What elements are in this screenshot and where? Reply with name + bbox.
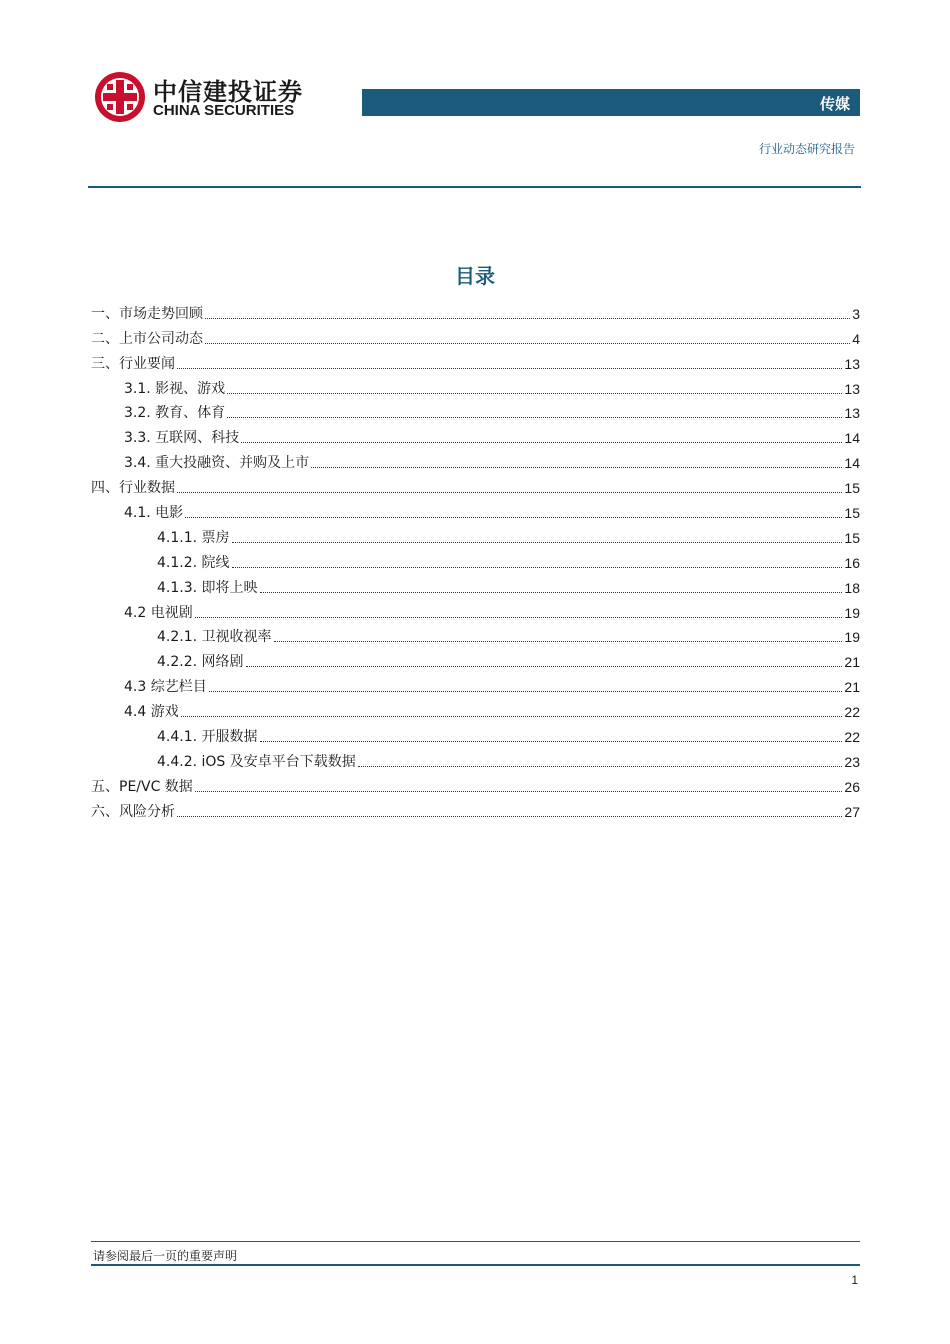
- toc-entry-page: 13: [844, 355, 860, 372]
- company-logo: [93, 70, 323, 126]
- toc-leader-dots: [185, 516, 842, 518]
- toc-entry-label: 4.2.1. 卫视收视率: [157, 629, 272, 646]
- toc-leader-dots: [227, 392, 842, 394]
- toc-entry[interactable]: [91, 373, 860, 398]
- toc-leader-dots: [241, 441, 842, 443]
- toc-entry-page: 21: [844, 654, 860, 671]
- toc-entry-label: 一、市场走势回顾: [91, 305, 203, 322]
- toc-entry-page: 19: [844, 629, 860, 646]
- toc-entry-label: 4.2 电视剧: [124, 604, 193, 621]
- toc-entry[interactable]: [91, 696, 860, 721]
- toc-leader-dots: [195, 616, 843, 618]
- toc-entry-label: 4.1.3. 即将上映: [157, 579, 258, 596]
- toc-entry[interactable]: [91, 298, 860, 323]
- toc-entry-page: 14: [844, 455, 860, 472]
- toc-entry-page: 15: [844, 529, 860, 546]
- toc-entry-page: 13: [844, 380, 860, 397]
- footer-divider-bottom: [91, 1264, 860, 1266]
- page-number: 1: [851, 1273, 858, 1287]
- toc-leader-dots: [260, 740, 843, 742]
- toc-leader-dots: [227, 416, 842, 418]
- toc-leader-dots: [311, 466, 842, 468]
- toc-entry[interactable]: [91, 771, 860, 796]
- footer-disclaimer-note: 请参阅最后一页的重要声明: [93, 1249, 238, 1263]
- toc-leader-dots: [260, 591, 843, 593]
- toc-entry-label: 3.1. 影视、游戏: [124, 380, 226, 397]
- citic-logo-icon: [93, 70, 147, 124]
- toc-leader-dots: [232, 541, 843, 543]
- sector-label: 传媒: [819, 95, 850, 113]
- toc-entry[interactable]: [91, 497, 860, 522]
- toc-entry[interactable]: [91, 422, 860, 447]
- toc-leader-dots: [205, 317, 850, 319]
- toc-entry-page: 22: [844, 729, 860, 746]
- toc-entry-label: 4.4.1. 开服数据: [157, 729, 258, 746]
- toc-entry[interactable]: [91, 398, 860, 423]
- toc-entry-label: 三、行业要闻: [91, 355, 175, 372]
- toc-leader-dots: [358, 765, 843, 767]
- toc-entry[interactable]: [91, 572, 860, 597]
- toc-entry-page: 19: [844, 604, 860, 621]
- toc-entry-page: 21: [844, 679, 860, 696]
- toc-entry[interactable]: [91, 796, 860, 821]
- toc-entry-label: 五、PE/VC 数据: [91, 778, 193, 795]
- toc-entry[interactable]: [91, 447, 860, 472]
- logo-english-name: CHINA SECURITIES: [153, 102, 295, 119]
- toc-entry-page: 14: [844, 430, 860, 447]
- toc-entry[interactable]: [91, 323, 860, 348]
- toc-entry-label: 4.3 综艺栏目: [124, 679, 207, 696]
- toc-leader-dots: [209, 690, 843, 692]
- toc-entry-page: 4: [852, 330, 860, 347]
- toc-leader-dots: [195, 790, 843, 792]
- toc-leader-dots: [246, 665, 843, 667]
- toc-entry[interactable]: [91, 646, 860, 671]
- toc-entry[interactable]: [91, 472, 860, 497]
- toc-leader-dots: [205, 342, 850, 344]
- sector-banner: [362, 89, 860, 116]
- toc-leader-dots: [177, 815, 842, 817]
- toc-entry-label: 4.4.2. iOS 及安卓平台下载数据: [157, 753, 356, 770]
- table-of-contents: [91, 298, 860, 821]
- report-type-label: 行业动态研究报告: [758, 142, 855, 156]
- toc-entry-page: 3: [852, 305, 860, 322]
- toc-entry[interactable]: [91, 547, 860, 572]
- toc-entry-label: 4.1.2. 院线: [157, 554, 230, 571]
- toc-entry[interactable]: [91, 671, 860, 696]
- toc-title: 目录: [455, 264, 495, 288]
- toc-leader-dots: [181, 715, 843, 717]
- toc-entry[interactable]: [91, 746, 860, 771]
- toc-leader-dots: [274, 640, 843, 642]
- toc-entry-label: 3.4. 重大投融资、并购及上市: [124, 455, 310, 472]
- toc-entry-label: 3.3. 互联网、科技: [124, 430, 240, 447]
- toc-entry-page: 18: [844, 579, 860, 596]
- toc-entry-label: 六、风险分析: [91, 803, 175, 820]
- toc-entry[interactable]: [91, 348, 860, 373]
- toc-entry-page: 15: [844, 480, 860, 497]
- toc-entry-page: 22: [844, 704, 860, 721]
- toc-leader-dots: [177, 491, 842, 493]
- toc-entry-label: 4.1. 电影: [124, 505, 184, 522]
- toc-entry-label: 四、行业数据: [91, 480, 175, 497]
- logo-chinese-name: 中信建投证券: [153, 78, 303, 106]
- toc-entry-label: 3.2. 教育、体育: [124, 405, 226, 422]
- toc-entry-page: 26: [844, 778, 860, 795]
- toc-entry-label: 二、上市公司动态: [91, 330, 203, 347]
- toc-entry-page: 23: [844, 753, 860, 770]
- toc-entry-page: 16: [844, 554, 860, 571]
- toc-entry[interactable]: [91, 721, 860, 746]
- header-divider: [88, 186, 861, 188]
- toc-entry-label: 4.2.2. 网络剧: [157, 654, 244, 671]
- toc-leader-dots: [232, 566, 843, 568]
- toc-leader-dots: [177, 367, 842, 369]
- toc-entry[interactable]: [91, 597, 860, 622]
- toc-entry-label: 4.1.1. 票房: [157, 529, 230, 546]
- toc-entry[interactable]: [91, 522, 860, 547]
- toc-entry-page: 13: [844, 405, 860, 422]
- toc-entry-page: 15: [844, 505, 860, 522]
- footer-divider-top: [91, 1241, 860, 1242]
- toc-entry-page: 27: [844, 803, 860, 820]
- toc-entry-label: 4.4 游戏: [124, 704, 179, 721]
- toc-entry[interactable]: [91, 622, 860, 647]
